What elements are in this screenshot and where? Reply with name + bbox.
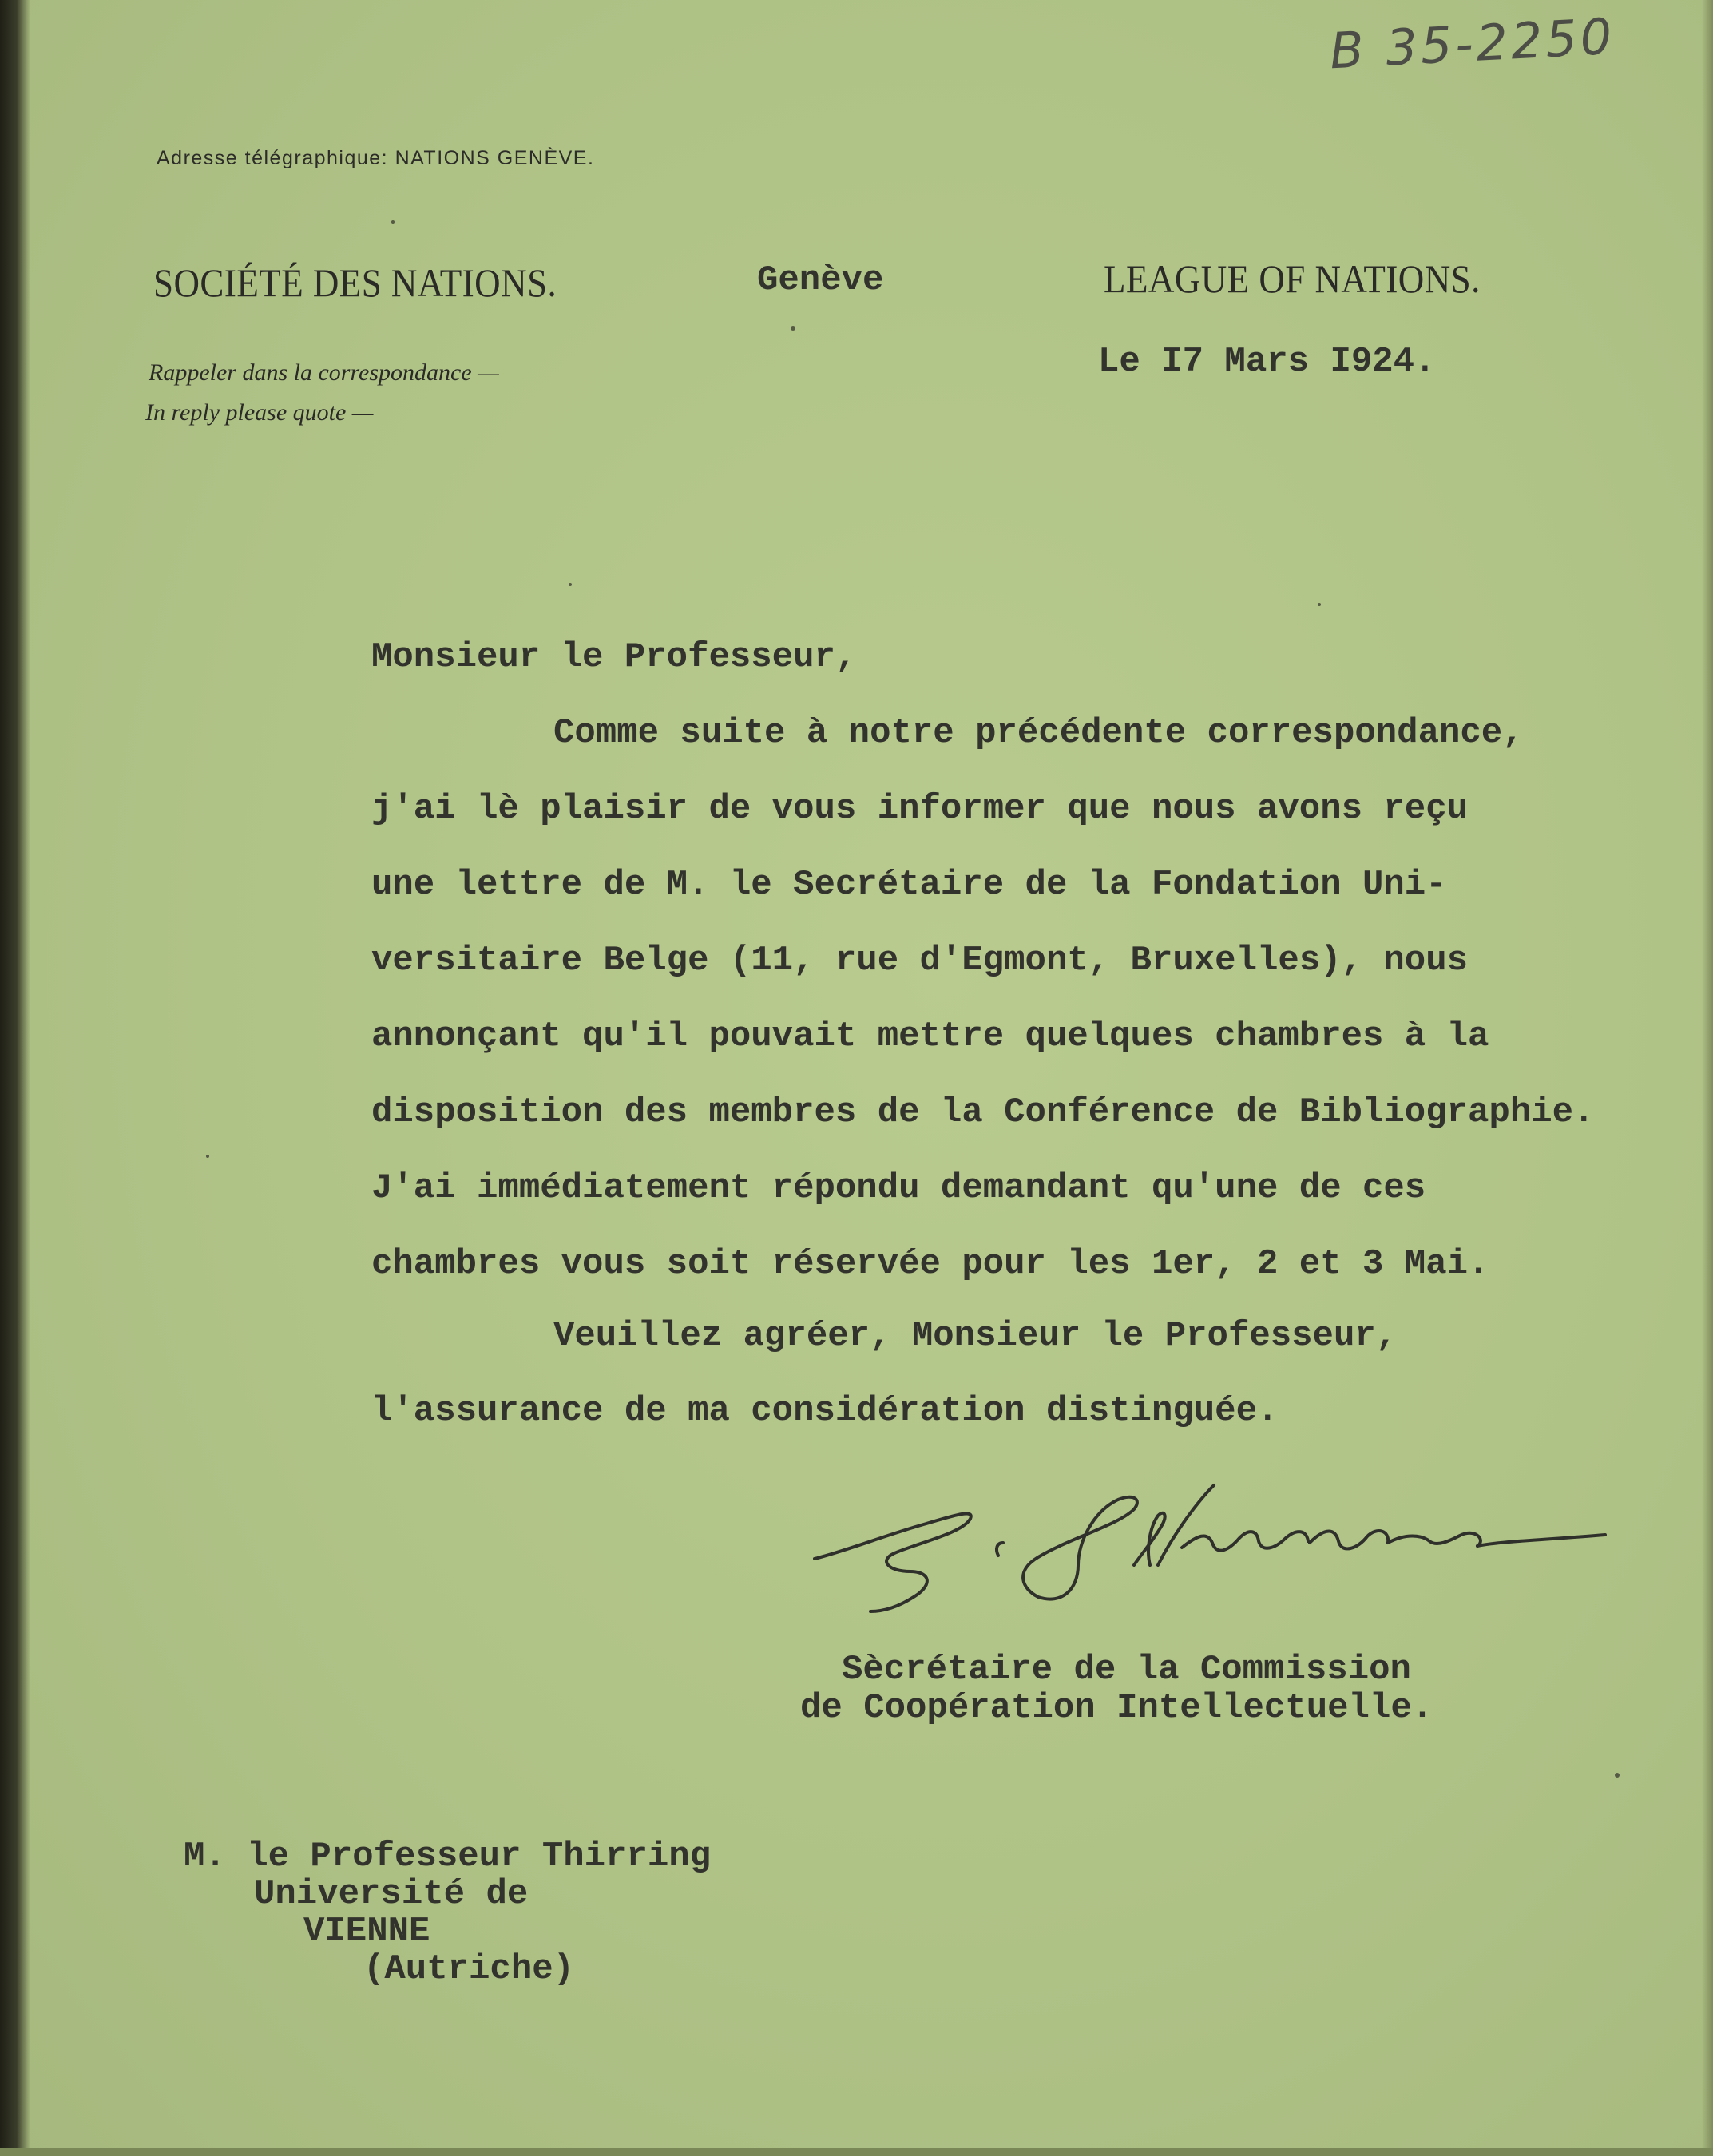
- recipient-country: (Autriche): [363, 1949, 575, 1989]
- body-line: Comme suite à notre précédente correspondance,: [553, 713, 1524, 753]
- recipient-city: VIENNE: [303, 1912, 430, 1952]
- recipient-name: M. le Professeur Thirring: [184, 1837, 712, 1877]
- organization-name-french: SOCIÉTÉ DES NATIONS.: [153, 260, 557, 305]
- closing-line: Veuillez agréer, Monsieur le Professeur,: [553, 1316, 1398, 1356]
- closing-line: l'assurance de ma considération distinguée.: [371, 1391, 1279, 1431]
- body-line: j'ai lè plaisir de vous informer que nous avons reçu: [371, 789, 1469, 829]
- salutation: Monsieur le Professeur,: [371, 637, 857, 677]
- archive-reference-number: B 35-2250: [1328, 6, 1616, 81]
- body-line: versitaire Belge (11, rue d'Egmont, Bruxelles), nous: [371, 941, 1469, 981]
- recipient-institution: Université de: [254, 1874, 529, 1914]
- telegraphic-address: Adresse télégraphique: NATIONS GENÈVE.: [157, 147, 595, 169]
- body-line: annonçant qu'il pouvait mettre quelques chambres à la: [371, 1017, 1489, 1056]
- handwritten-signature-icon: [799, 1477, 1613, 1613]
- organization-name-english: LEAGUE OF NATIONS.: [1104, 256, 1481, 301]
- paper-speck: [1318, 603, 1321, 606]
- body-line: chambres vous soit réservée pour les 1er, 2 et 3 Mai.: [371, 1244, 1489, 1284]
- page-bottom-edge: [0, 2148, 1713, 2156]
- body-line: une lettre de M. le Secrétaire de la Fondation Uni-: [371, 865, 1447, 905]
- reference-note-french: Rappeler dans la correspondance —: [149, 359, 499, 386]
- paper-speck: [569, 583, 572, 586]
- paper-speck: [791, 326, 795, 331]
- letter-date: Le I7 Mars I924.: [1098, 342, 1436, 382]
- page-right-edge: [1702, 0, 1713, 2156]
- body-line: disposition des membres de la Conférence de Bibliographie.: [371, 1092, 1595, 1132]
- paper-speck: [206, 1155, 209, 1158]
- signatory-title-line: de Coopération Intellectuelle.: [800, 1688, 1433, 1728]
- body-line: J'ai immédiatement répondu demandant qu'une de ces: [371, 1168, 1426, 1208]
- signatory-title-line: Sècrétaire de la Commission: [842, 1650, 1411, 1690]
- page-left-shadow: [0, 0, 30, 2156]
- paper-speck: [1615, 1773, 1620, 1778]
- reference-note-english: In reply please quote —: [145, 399, 374, 426]
- paper-speck: [391, 220, 395, 224]
- letterhead-city: Genève: [757, 260, 884, 300]
